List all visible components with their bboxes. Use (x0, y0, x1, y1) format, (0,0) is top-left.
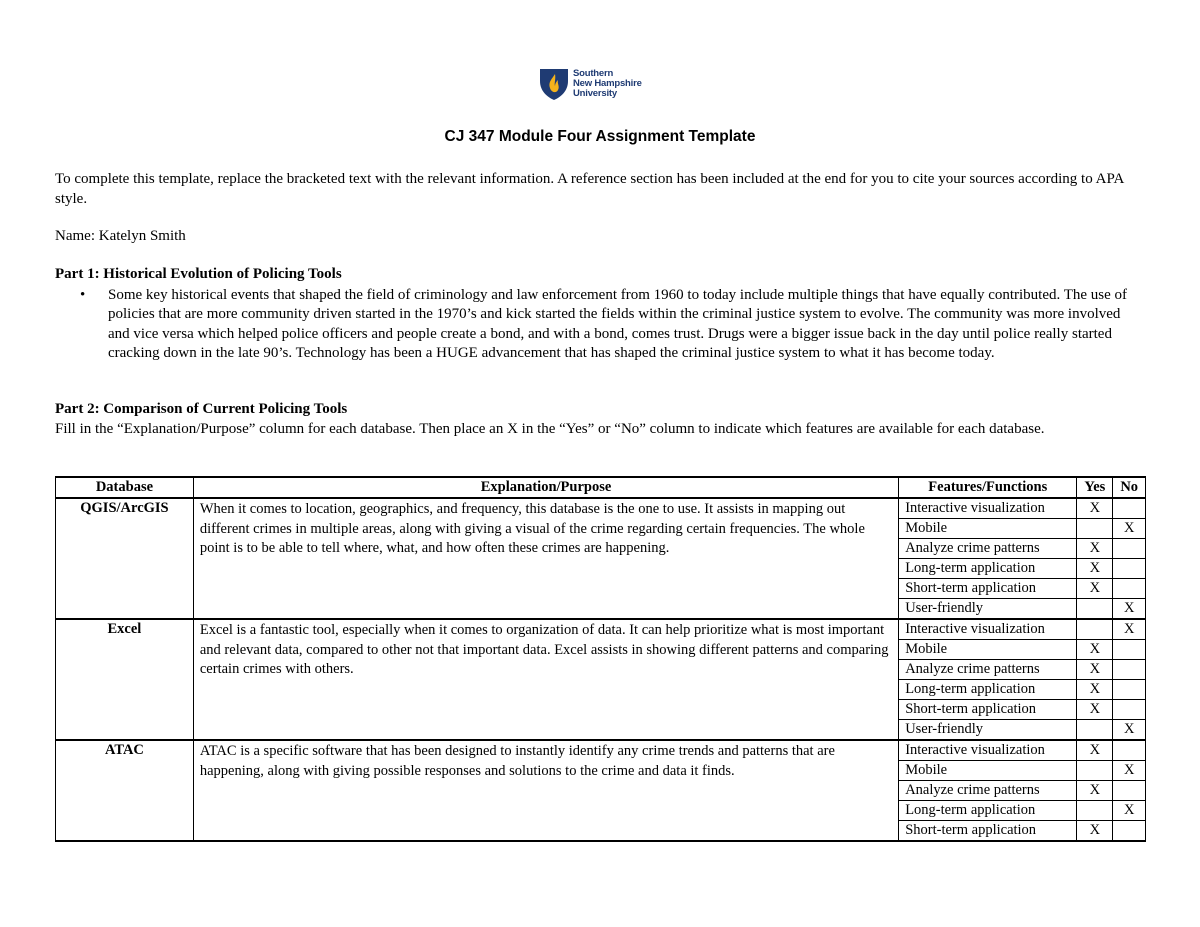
intro-paragraph: To complete this template, replace the bracketed text with the relevant information. A reference section has been included at the end for you to cite your sources according to APA style. (55, 171, 1124, 207)
university-name (573, 69, 642, 99)
feature-label: Analyze crime patterns (899, 781, 1077, 801)
table-row (56, 619, 1146, 640)
yes-mark (1077, 720, 1113, 741)
feature-label: Mobile (899, 761, 1077, 781)
database-explanation: ATAC is a specific software that has been designed to instantly identify any crime trends and patterns that are happening, along with giving possible responses and solutions to the crime and data it finds. (193, 740, 898, 841)
yes-mark (1077, 801, 1113, 821)
no-mark (1113, 539, 1146, 559)
header-no: No (1113, 477, 1146, 498)
no-mark (1113, 740, 1146, 761)
part1-heading: Part 1: Historical Evolution of Policing Tools (55, 266, 342, 282)
feature-label: Short-term application (899, 579, 1077, 599)
shield-flame-icon (539, 67, 569, 101)
header-yes: Yes (1077, 477, 1113, 498)
no-mark (1113, 559, 1146, 579)
yes-mark (1077, 619, 1113, 640)
no-mark: X (1113, 720, 1146, 741)
yes-mark: X (1077, 781, 1113, 801)
database-explanation: Excel is a fantastic tool, especially when it comes to organization of data. It can help prioritize what is most important and relevant data, compared to other not that important data. Excel assists in showing different patterns and comparing certain crimes with others. (193, 619, 898, 740)
table-body (56, 498, 1146, 841)
feature-label: Analyze crime patterns (899, 660, 1077, 680)
page-title: CJ 347 Module Four Assignment Template (444, 128, 756, 145)
feature-label: Long-term application (899, 801, 1077, 821)
yes-mark: X (1077, 579, 1113, 599)
no-mark (1113, 700, 1146, 720)
feature-label: Long-term application (899, 680, 1077, 700)
database-name: Excel (56, 619, 194, 740)
no-mark (1113, 680, 1146, 700)
feature-label: Interactive visualization (899, 740, 1077, 761)
table-header-row (56, 477, 1146, 498)
feature-label: Short-term application (899, 821, 1077, 842)
database-explanation: When it comes to location, geographics, and frequency, this database is the one to use. It assists in mapping out different crimes in multiple areas, along with giving a visual of the crime regarding certain frequencies. The whole point is to be able to tell where, what, and how often these crimes are happening. (193, 498, 898, 619)
yes-mark: X (1077, 740, 1113, 761)
university-logo (539, 66, 642, 102)
no-mark: X (1113, 599, 1146, 620)
no-mark (1113, 579, 1146, 599)
no-mark: X (1113, 619, 1146, 640)
part2-description: Fill in the “Explanation/Purpose” column for each database. Then place an X in the “Yes” or “No” column to indicate which features are available for each database. (55, 421, 1045, 437)
feature-label: Mobile (899, 519, 1077, 539)
feature-label: Mobile (899, 640, 1077, 660)
part1-bullet-text: Some key historical events that shaped the field of criminology and law enforcement from 1960 to today include multiple things that have equally contributed. The use of policies that are more community driven started in the 1970’s and kick started the fields within the criminal justice system to evolve. The community was more involved and vice versa which helped police officers and people create a bond, and with a bond, comes trust. Drugs were a bigger issue back in the day until police really started cracking down in the late 90’s. Technology has been a HUGE advancement that has shaped the criminal justice system to what it has become today. (108, 287, 1128, 362)
no-mark (1113, 498, 1146, 519)
comparison-table (55, 476, 1146, 842)
feature-label: Long-term application (899, 559, 1077, 579)
no-mark: X (1113, 761, 1146, 781)
part2-heading: Part 2: Comparison of Current Policing Tools (55, 401, 348, 417)
no-mark (1113, 640, 1146, 660)
yes-mark: X (1077, 640, 1113, 660)
part1-bullet (80, 286, 1140, 364)
no-mark: X (1113, 801, 1146, 821)
yes-mark (1077, 761, 1113, 781)
no-mark (1113, 821, 1146, 842)
header-database: Database (56, 477, 194, 498)
yes-mark (1077, 599, 1113, 620)
feature-label: User-friendly (899, 720, 1077, 741)
bullet-symbol: • (80, 287, 86, 303)
feature-label: Analyze crime patterns (899, 539, 1077, 559)
yes-mark (1077, 519, 1113, 539)
no-mark (1113, 660, 1146, 680)
no-mark: X (1113, 519, 1146, 539)
feature-label: Short-term application (899, 700, 1077, 720)
header-features: Features/Functions (899, 477, 1077, 498)
yes-mark: X (1077, 821, 1113, 842)
yes-mark: X (1077, 660, 1113, 680)
yes-mark: X (1077, 539, 1113, 559)
logo-line: University (573, 88, 617, 99)
yes-mark: X (1077, 559, 1113, 579)
table-row (56, 498, 1146, 519)
feature-label: Interactive visualization (899, 619, 1077, 640)
database-name: ATAC (56, 740, 194, 841)
yes-mark: X (1077, 700, 1113, 720)
feature-label: Interactive visualization (899, 498, 1077, 519)
database-name: QGIS/ArcGIS (56, 498, 194, 619)
no-mark (1113, 781, 1146, 801)
yes-mark: X (1077, 680, 1113, 700)
yes-mark: X (1077, 498, 1113, 519)
feature-label: User-friendly (899, 599, 1077, 620)
table-row (56, 740, 1146, 761)
logo-line: Southern (573, 68, 614, 79)
header-explanation: Explanation/Purpose (193, 477, 898, 498)
logo-line: New Hampshire (573, 78, 642, 89)
student-name: Name: Katelyn Smith (55, 228, 186, 244)
